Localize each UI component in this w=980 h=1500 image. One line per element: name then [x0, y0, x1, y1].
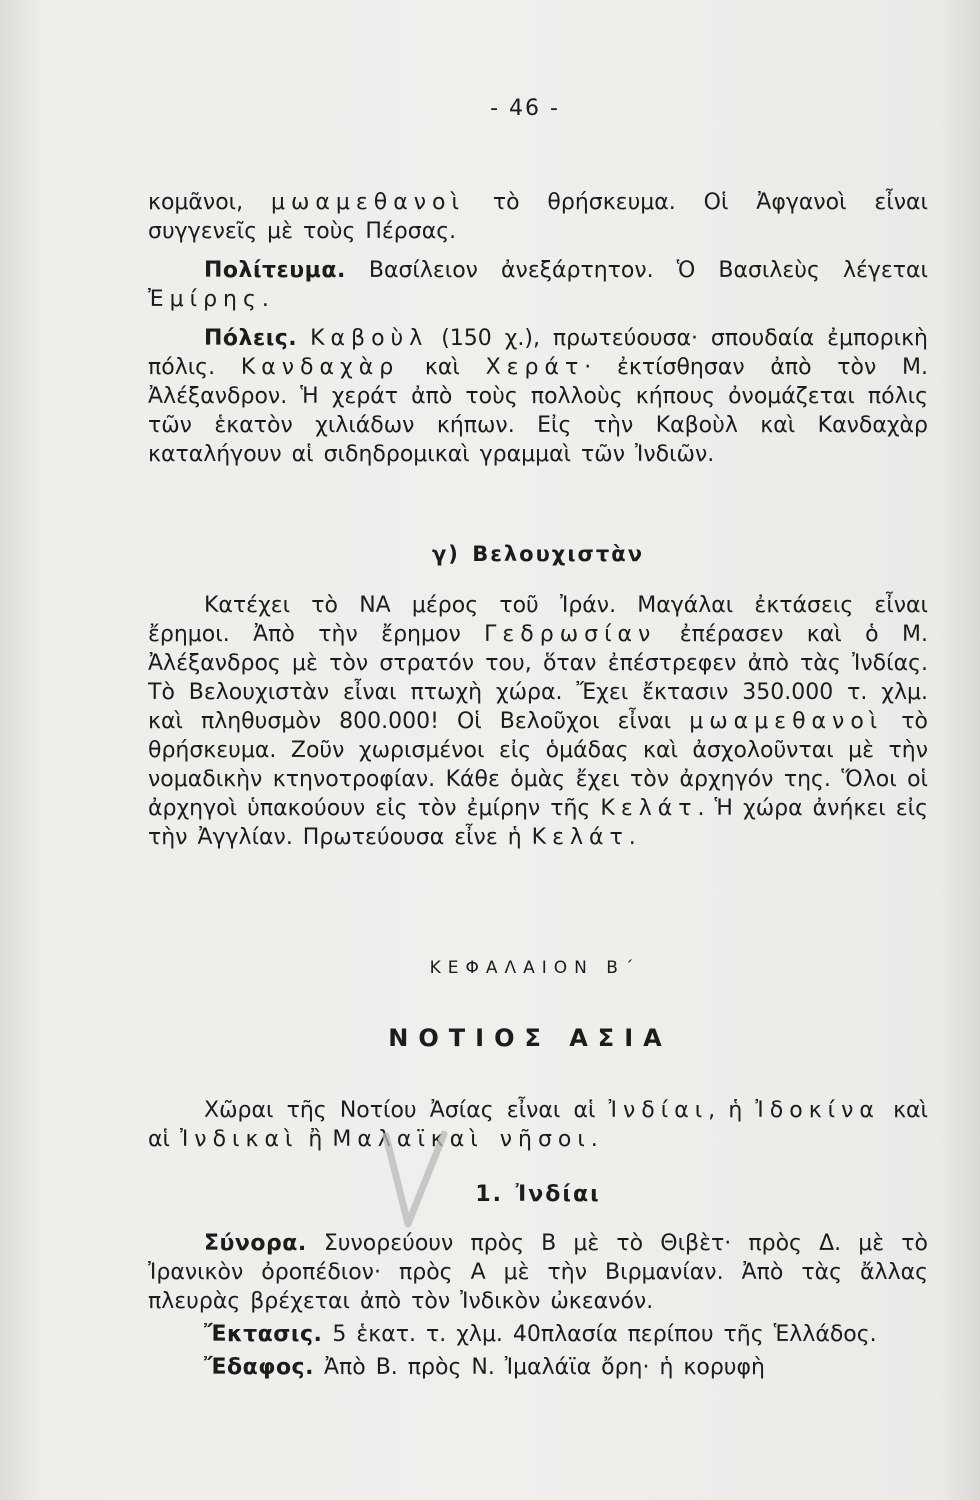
spaced-term: Κανδαχὰρ [240, 355, 400, 380]
section-heading: Πόλεις. [204, 326, 298, 351]
spaced-term: μωαμεθανοὶ [689, 709, 884, 734]
text-run: τὸ θρήσκευμα. Οἱ Ἀφγανοὶ εἶναι συγγενεῖς μὲ τοὺς Πέρσας. [148, 190, 928, 244]
text-section-afghanistan [148, 188, 928, 469]
paragraph-ektasis [148, 1320, 928, 1349]
text-run: 5 ἑκατ. τ. χλμ. 40πλασία περίπου τῆς Ἑλλάδος. [322, 1322, 877, 1347]
text-run [297, 326, 310, 351]
spaced-term: Κελάτ [531, 825, 629, 850]
text-run: . Ἡ χώρα ἀνήκει εἰς τὴν Ἀγγλίαν. Πρωτεύουσα εἶνε ἡ [148, 796, 929, 850]
text-run: τὸ θρήσκευμα. Ζοῦν χωρισμένοι εἰς ὁμάδας καὶ ἀσχολοῦνται μὲ τὴν νομαδικὴν κτηνοτροφίαν. Κάθε ὁμὰς ἔχει τὸν ἀρχηγόν της. Ὅλοι οἱ ἀρχηγοὶ ὑπακούουν εἰς τὸν ἐμίρην τῆς [148, 709, 928, 821]
spaced-term: Κελάτ [600, 796, 698, 821]
text-run: Χῶραι τῆς Νοτίου Ἀσίας εἶναι αἱ [204, 1098, 609, 1123]
text-run: ἢ [298, 1127, 333, 1152]
text-run: . [590, 1127, 598, 1152]
chapter-label: ΚΕΦΑΛΑΙΟΝ Β΄ [429, 958, 641, 978]
paragraph-poleis [148, 324, 928, 469]
spaced-term: μωαμεθανοὶ [270, 190, 465, 215]
text-run: κομᾶνοι, [148, 190, 271, 215]
section-heading: Σύνορα. [204, 1231, 307, 1256]
paragraph-politevma [148, 256, 928, 314]
text-section-baluchistan [148, 540, 928, 852]
section-heading: Πολίτευμα. [204, 258, 346, 283]
subsection-heading: 1. Ἰνδίαι [475, 1182, 601, 1207]
text-run: καὶ αἱ [148, 1098, 928, 1152]
text-run: , ἡ [708, 1098, 756, 1123]
pencil-checkmark-icon [380, 1130, 450, 1230]
paragraph-baluchistan [148, 591, 928, 852]
spaced-term: Ἰνδικαὶ [179, 1127, 299, 1152]
spaced-term: Ἐμίρης [148, 287, 262, 312]
text-run: Κατέχει τὸ ΝΑ μέρος τοῦ Ἰράν. Μαγάλαι ἐκτάσεις εἶναι ἔρημοι. Ἀπὸ τὴν ἔρημον [148, 593, 928, 647]
page-number: - 46 - [490, 96, 560, 121]
text-run: . [261, 287, 269, 312]
text-run: Βασίλειον ἀνεξάρτητον. Ὁ Βασιλεὺς λέγεται [345, 258, 928, 283]
spaced-term: Γεδρωσίαν [484, 622, 657, 647]
subsection-heading: γ) Βελουχιστὰν [431, 542, 645, 566]
paragraph-religion [148, 188, 928, 246]
text-run: . [628, 825, 636, 850]
text-run: Συνορεύουν πρὸς Β μὲ τὸ Θιβὲτ· πρὸς Δ. μὲ τὸ Ἰρανικὸν ὀροπέδιον· πρὸς Α μὲ τὴν Βιρμανίαν. Ἀπὸ τὰς ἄλλας πλευρὰς βρέχεται ἀπὸ τὸν Ἰνδικὸν ὠκεανόν. [148, 1231, 928, 1314]
text-run: (150 χ.), πρωτεύουσα· σπουδαία ἐμπορικὴ πόλις. [148, 326, 928, 380]
paragraph-synora [148, 1229, 928, 1316]
text-section-south-asia [148, 1096, 928, 1154]
spaced-term: Ἰνδίαι [608, 1098, 709, 1123]
spaced-term: Χεράτ [485, 355, 585, 380]
text-section-india [148, 1180, 928, 1382]
spaced-term: Μαλαϊκαὶ νῆσοι [332, 1127, 591, 1152]
spaced-term: Ἰδοκίνα [755, 1098, 880, 1123]
text-run: ἐπέρασεν καὶ ὁ Μ. Ἀλέξανδρος μὲ τὸν στρατόν του, ὅταν ἐπέστρεφεν ἀπὸ τὰς Ἰνδίας. Τὸ Βελουχιστὰν εἶναι πτωχὴ χώρα. Ἔχει ἔκτασιν 350.000 τ. χλμ. καὶ πληθυσμὸν 800.000! Οἱ Βελοῦχοι εἶναι [148, 622, 928, 734]
section-heading: Ἔδαφος. [204, 1355, 314, 1380]
text-run: καὶ [399, 355, 486, 380]
text-run: · ἐκτίσθησαν ἀπὸ τὸν Μ. Ἀλέξανδρον. Ἡ χεράτ ἀπὸ τοὺς πολλοὺς κήπους ὀνομάζεται πόλις τῶν ἑκατὸν χιλιάδων κήπων. Εἰς τὴν Καβοὺλ καὶ Κανδαχὰρ καταλήγουν αἱ σιδηδρομικαὶ γραμμαὶ τῶν Ἰνδιῶν. [148, 355, 928, 467]
paragraph-edafos [148, 1353, 928, 1382]
paragraph-intro [148, 1096, 928, 1154]
chapter-title: ΝΟΤΙΟΣ ΑΣΙΑ [388, 1024, 672, 1052]
text-run: Ἀπὸ Β. πρὸς Ν. Ἰμαλάϊα ὄρη· ἡ κορυφὴ [313, 1355, 765, 1380]
section-heading: Ἔκτασις. [204, 1322, 323, 1347]
spaced-term: Καβοὺλ [310, 326, 429, 351]
